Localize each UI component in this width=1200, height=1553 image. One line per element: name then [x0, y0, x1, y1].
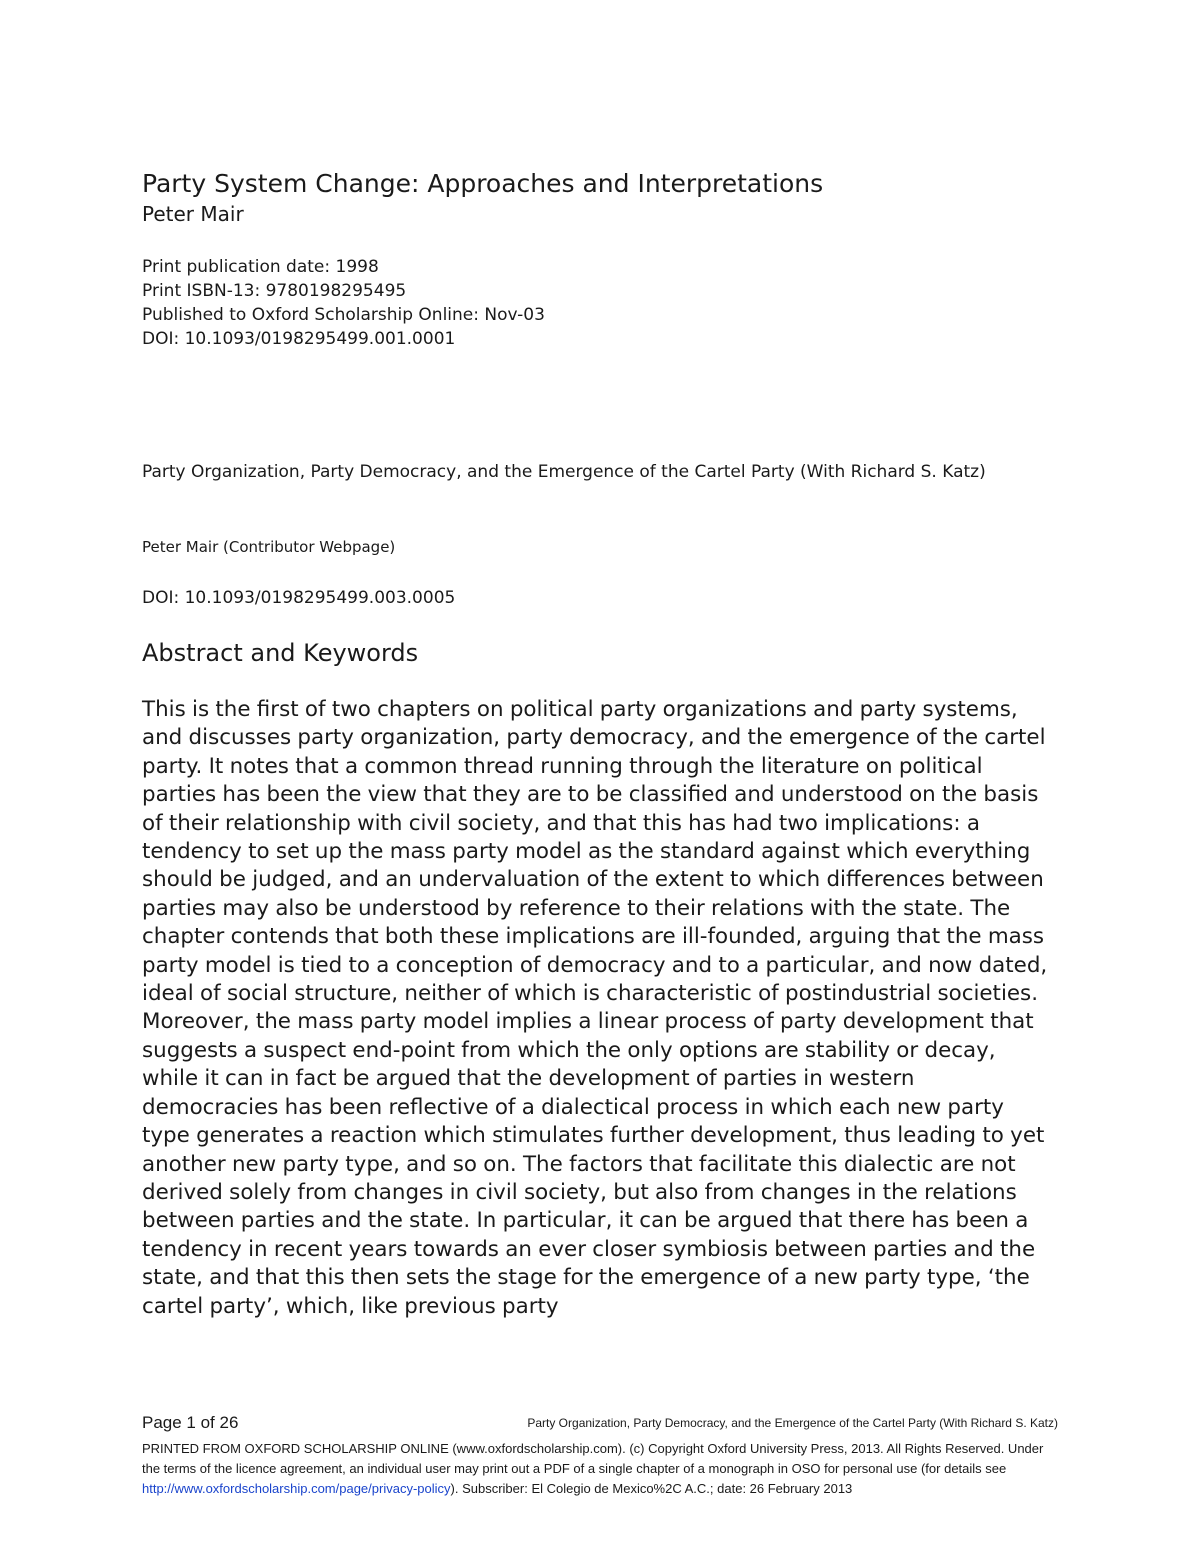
book-doi: DOI: 10.1093/0198295499.001.0001 — [142, 329, 456, 349]
book-title: Party System Change: Approaches and Interpretations — [142, 169, 824, 198]
book-author: Peter Mair — [142, 202, 244, 226]
footer-top-line — [142, 1411, 1062, 1435]
chapter-doi: DOI: 10.1093/0198295499.003.0005 — [142, 588, 456, 608]
print-notice — [142, 1439, 1052, 1499]
running-title: Party Organization, Party Democracy, and the Emergence of the Cartel Party (With Richard S. Katz) — [527, 1416, 1058, 1430]
contributor-link[interactable]: Peter Mair (Contributor Webpage) — [142, 538, 396, 556]
published-online-date: Published to Oxford Scholarship Online: Nov-03 — [142, 305, 545, 325]
privacy-policy-link[interactable]: http://www.oxfordscholarship.com/page/privacy-policy — [142, 1481, 451, 1496]
page-footer — [142, 1411, 1062, 1499]
abstract-heading: Abstract and Keywords — [142, 639, 419, 667]
page-number: Page 1 of 26 — [142, 1413, 239, 1432]
chapter-title: Party Organization, Party Democracy, and the Emergence of the Cartel Party (With Richard S. Katz) — [142, 462, 986, 482]
book-metadata — [142, 255, 545, 351]
notice-text-end: ). Subscriber: El Colegio de Mexico%2C A.C.; date: 26 February 2013 — [450, 1481, 853, 1496]
notice-text: PRINTED FROM OXFORD SCHOLARSHIP ONLINE (www.oxfordscholarship.com). (c) Copyright Oxford University Press, 2013. All Rights Reserved. Under the terms of the licence agreement, an individual user may print out a PDF of a single chapter of a monograph in OSO for personal use (for details see — [142, 1441, 1044, 1476]
print-publication-date: Print publication date: 1998 — [142, 257, 379, 277]
print-isbn: Print ISBN-13: 9780198295495 — [142, 281, 407, 301]
abstract-text: This is the first of two chapters on political party organizations and party systems, and discusses party organization, party democracy, and the emergence of the cartel party. It notes that a common thread running through the literature on political parties has been the view that they are to be classified and understood on the basis of their relationship with civil society, and that this has had two implications: a tendency to set up the mass party model as the standard against which everything should be judged, and an undervaluation of the extent to which differences between parties may also be understood by reference to their relations with the state. The chapter contends that both these implications are ill-founded, arguing that the mass party model is tied to a conception of democracy and to a particular, and now dated, ideal of social structure, neither of which is characteristic of postindustrial societies. Moreover, the mass party model implies a linear process of party development that suggests a suspect end-point from which the only options are stability or decay, while it can in fact be argued that the development of parties in western democracies has been reflective of a dialectical process in which each new party type generates a reaction which stimulates further development, thus leading to yet another new party type, and so on. The factors that facilitate this dialectic are not derived solely from changes in civil society, but also from changes in the relations between parties and the state. In particular, it can be argued that there has been a tendency in recent years towards an ever closer symbiosis between parties and the state, and that this then sets the stage for the emergence of a new party type, ‘the cartel party’, which, like previous party — [142, 697, 1048, 1319]
